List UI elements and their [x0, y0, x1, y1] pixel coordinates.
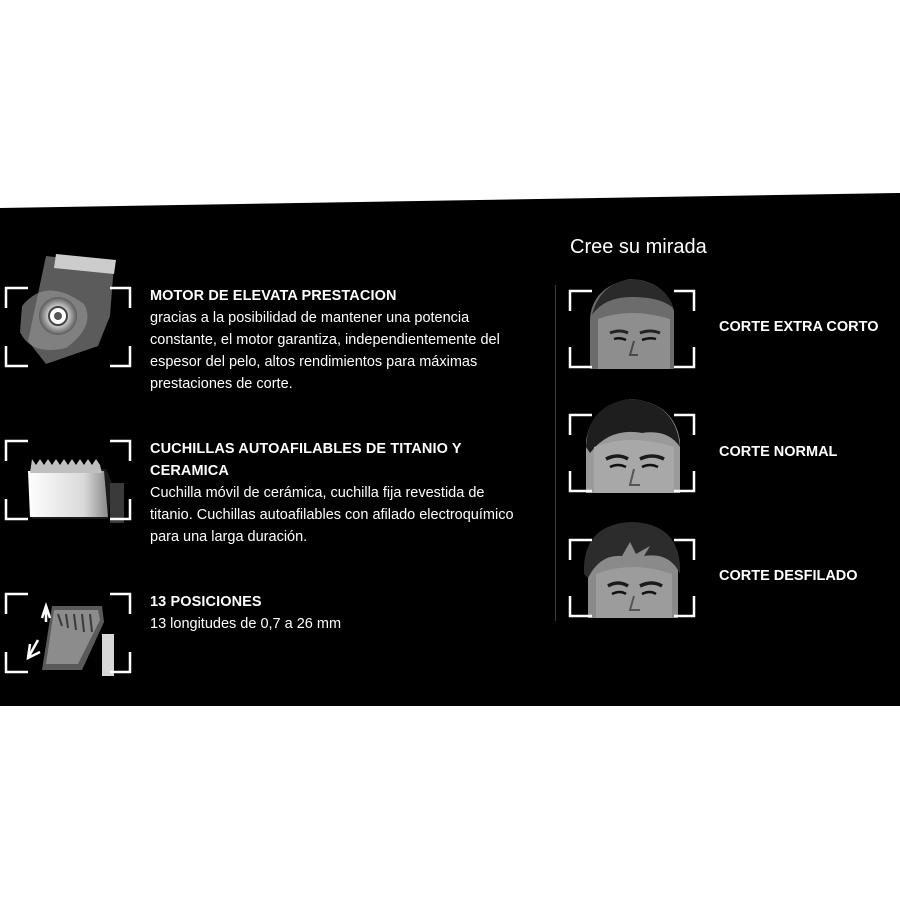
feature-description-line: Cuchilla móvil de cerámica, cuchilla fija revestida de	[150, 485, 485, 501]
titanium-blade-icon	[6, 439, 132, 521]
feature-description-line: prestaciones de corte.	[150, 376, 293, 392]
feature-title: 13 POSICIONES	[150, 594, 262, 610]
feature-description-line: constante, el motor garantiza, independientemente del	[150, 332, 500, 348]
normal-hair-face	[570, 413, 696, 493]
comb-adjust-icon	[6, 592, 132, 674]
feature-positions	[150, 591, 341, 635]
feature-description-line: gracias a la posibilidad de mantener una potencia	[150, 310, 470, 326]
cut-label: CORTE NORMAL	[719, 444, 838, 460]
cut-label: CORTE EXTRA CORTO	[719, 319, 879, 335]
feature-description-line: titanio. Cuchillas autoafilables con afilado electroquímico	[150, 507, 514, 523]
feature-description-line: 13 longitudes de 0,7 a 26 mm	[150, 616, 342, 632]
feature-description-line: espesor del pelo, altos rendimientos para máximas	[150, 354, 478, 370]
motor-icon	[6, 286, 132, 368]
feature-title: CUCHILLAS AUTOAFILABLES DE TITANIO Y	[150, 441, 462, 457]
feature-title: MOTOR DE ELEVATA PRESTACION	[150, 288, 397, 304]
feature-motor	[150, 285, 500, 395]
feature-blades	[150, 438, 514, 548]
panel-divider	[555, 285, 556, 621]
cut-label: CORTE DESFILADO	[719, 568, 858, 584]
styles-panel-title: Cree su mirada	[570, 236, 707, 258]
layered-hair-face	[570, 538, 696, 618]
feature-description-line: para una larga duración.	[150, 529, 308, 545]
feature-title: CERAMICA	[150, 463, 229, 479]
extra-short-hair-face	[570, 289, 696, 369]
